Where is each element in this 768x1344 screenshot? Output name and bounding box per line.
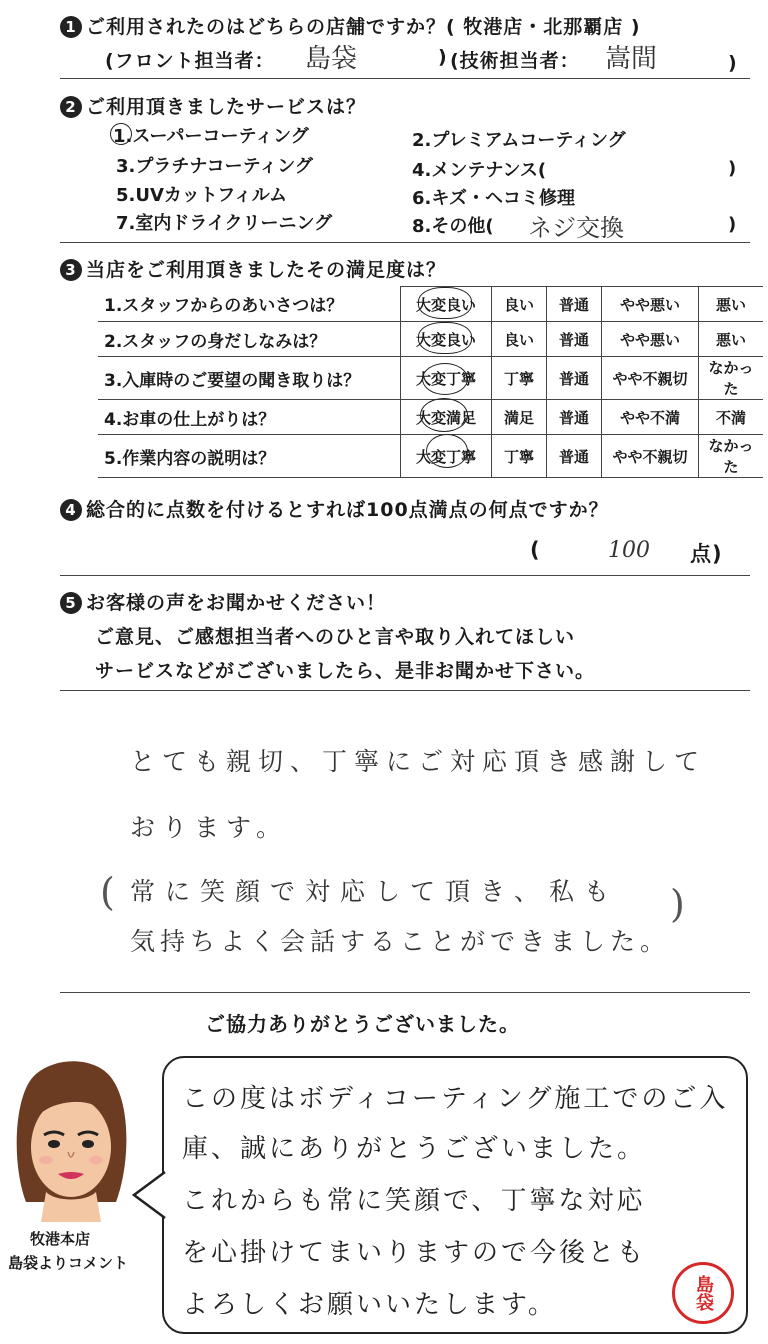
q1-text: ご利用されたのはどちらの店舗ですか？( 牧港店・北那覇店 ) bbox=[86, 16, 641, 38]
sat-option: 普通 bbox=[547, 400, 602, 435]
service-item-7: 7.室内ドライクリーニング bbox=[116, 213, 333, 234]
q1-tech-label: (技術担当者： bbox=[450, 50, 580, 72]
sat-option: 良い bbox=[492, 322, 547, 357]
reply-line-1: この度はボディコーティング施工でのご入 bbox=[182, 1084, 729, 1114]
thanks-text: ご協力ありがとうございました。 bbox=[205, 1012, 520, 1036]
q3-number: 3 bbox=[60, 259, 82, 281]
sat-option: やや不親切 bbox=[602, 357, 699, 400]
comment-line-2: おります。 bbox=[130, 813, 289, 842]
staff-store: 牧港本店 bbox=[30, 1230, 91, 1248]
sat-question-5: 5.作業内容の説明は？ bbox=[98, 435, 401, 478]
service-item-4-close: ) bbox=[728, 158, 737, 179]
divider bbox=[60, 242, 750, 243]
sat-option: やや不親切 bbox=[602, 435, 699, 478]
sat-question-4: 4.お車の仕上がりは？ bbox=[98, 400, 401, 435]
sat-question-1: 1.スタッフからのあいさつは？ bbox=[98, 287, 401, 322]
sat-option: 大変丁寧 bbox=[401, 435, 492, 478]
selection-circle bbox=[426, 434, 468, 468]
q1-front-value: 島袋 bbox=[305, 44, 358, 74]
service-item-3: 3.プラチナコーティング bbox=[116, 156, 313, 177]
q4-title bbox=[60, 495, 609, 522]
sat-option: やや不満 bbox=[602, 400, 699, 435]
selection-circle bbox=[422, 363, 468, 395]
sat-option: 大変良い bbox=[401, 322, 492, 357]
service-item-6: 6.キズ・ヘコミ修理 bbox=[412, 188, 576, 209]
q1-front-label: (フロント担当者： bbox=[105, 50, 275, 72]
sat-option: 普通 bbox=[547, 357, 602, 400]
sat-option: やや悪い bbox=[602, 287, 699, 322]
sat-option: 普通 bbox=[547, 287, 602, 322]
sat-question-3: 3.入庫時のご要望の聞き取りは？ bbox=[98, 357, 401, 400]
selection-circle bbox=[418, 287, 472, 319]
reply-line-3: これからも常に笑顔で、丁寧な対応 bbox=[182, 1186, 646, 1216]
sat-option: 悪い bbox=[699, 287, 764, 322]
q4-unit: 点) bbox=[690, 542, 723, 566]
q2-title bbox=[60, 92, 366, 119]
q5-number: 5 bbox=[60, 592, 82, 614]
bubble-tail-icon bbox=[132, 1170, 166, 1220]
reply-line-4: を心掛けてまいりますので今後とも bbox=[182, 1238, 647, 1268]
service-item-4: 4.メンテナンス( bbox=[412, 160, 547, 181]
sat-option: 良い bbox=[492, 287, 547, 322]
service-item-8-value: ネジ交換 bbox=[528, 214, 624, 242]
staff-avatar bbox=[6, 1052, 136, 1222]
q5-line1: お客様の声をお聞かせください！ bbox=[86, 592, 387, 614]
q1-tech-value: 嵩間 bbox=[605, 44, 658, 74]
q5-line3: サービスなどがございましたら、是非お聞かせ下さい。 bbox=[95, 660, 596, 682]
q3-text: 当店をご利用頂きましたその満足度は？ bbox=[86, 259, 447, 281]
q3-title bbox=[60, 255, 446, 282]
divider bbox=[60, 78, 750, 79]
service-item-8: 8.その他( bbox=[412, 216, 494, 237]
service-item-1: 1.スーパーコーティング bbox=[113, 126, 309, 147]
sat-option: 満足 bbox=[492, 400, 547, 435]
divider bbox=[60, 575, 750, 576]
service-item-2: 2.プレミアムコーティング bbox=[412, 130, 626, 151]
sat-option: 普通 bbox=[547, 322, 602, 357]
paren-right-icon: ) bbox=[670, 882, 685, 926]
reply-line-5: よろしくお願いいたします。 bbox=[182, 1290, 557, 1320]
sat-option: なかった bbox=[699, 435, 764, 478]
q1-number: 1 bbox=[60, 16, 82, 38]
q2-number: 2 bbox=[60, 96, 82, 118]
sat-option: 大変満足 bbox=[401, 400, 492, 435]
q5-line2: ご意見、ご感想担当者へのひと言や取り入れてほしい bbox=[95, 626, 576, 648]
sat-option: 普通 bbox=[547, 435, 602, 478]
q1-tech-close: ) bbox=[728, 52, 738, 74]
comment-line-1: とても親切、丁寧にご対応頂き感謝して bbox=[130, 747, 707, 776]
sat-option: なかった bbox=[699, 357, 764, 400]
q4-score: 100 bbox=[608, 538, 650, 563]
q4-number: 4 bbox=[60, 499, 82, 521]
divider bbox=[60, 992, 750, 993]
q1-front-close: ) bbox=[438, 46, 448, 68]
sat-option: 丁寧 bbox=[492, 435, 547, 478]
staff-caption: 島袋よりコメント bbox=[8, 1254, 129, 1272]
service-item-5: 5.UVカットフィルム bbox=[116, 185, 288, 206]
sat-option: 悪い bbox=[699, 322, 764, 357]
q4-open: ( bbox=[530, 538, 541, 562]
q1-title bbox=[60, 12, 641, 39]
comment-line-4: 気持ちよく会話することができました。 bbox=[130, 927, 671, 956]
seal-stamp: 島袋 bbox=[672, 1262, 734, 1324]
sat-option: 大変丁寧 bbox=[401, 357, 492, 400]
sat-option: 大変良い bbox=[401, 287, 492, 322]
sat-option: 丁寧 bbox=[492, 357, 547, 400]
q2-text: ご利用頂きましたサービスは？ bbox=[86, 96, 367, 118]
sat-option: やや悪い bbox=[602, 322, 699, 357]
reply-line-2: 庫、誠にありがとうございました。 bbox=[182, 1134, 647, 1164]
selection-circle bbox=[418, 322, 472, 354]
service-item-8-close: ) bbox=[728, 214, 737, 235]
q4-text: 総合的に点数を付けるとすれば100点満点の何点ですか？ bbox=[86, 499, 609, 521]
divider bbox=[60, 690, 750, 691]
sat-option: 不満 bbox=[699, 400, 764, 435]
q5-title bbox=[60, 588, 386, 615]
selection-circle bbox=[420, 398, 468, 432]
sat-question-2: 2.スタッフの身だしなみは？ bbox=[98, 322, 401, 357]
comment-line-3: 常に笑顔で対応して頂き、私も bbox=[130, 877, 620, 906]
paren-left-icon: ( bbox=[100, 870, 115, 914]
